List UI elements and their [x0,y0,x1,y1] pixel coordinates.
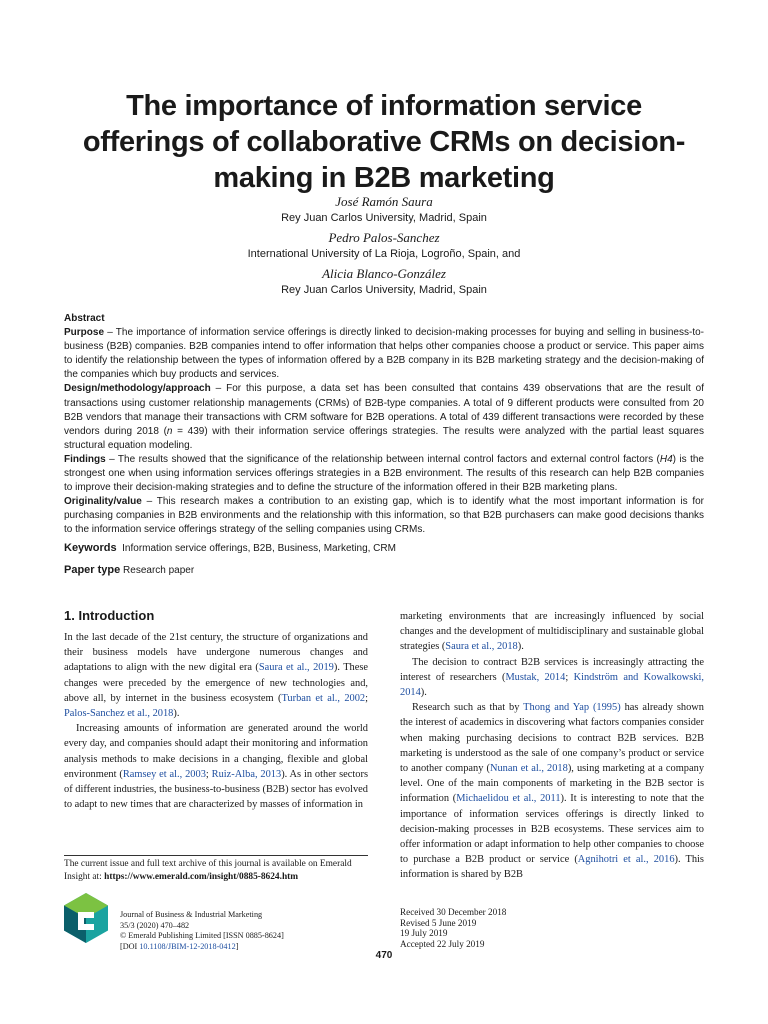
author-affiliation: International University of La Rioja, Logroño, Spain, and [247,248,521,260]
keywords-label: Keywords [64,542,117,554]
paper-type [64,564,704,576]
keywords-text: Information service offerings, B2B, Business, Marketing, CRM [122,543,396,554]
footnote-rule [64,855,368,856]
design-text: = 439) with their information service offerings strategies. The results were analyzed with the partial least squares structural equation modeling. [64,425,704,451]
abstract-purpose [64,326,704,382]
doi-link[interactable]: 10.1108/JBIM-12-2018-0412 [139,941,236,951]
article-dates [400,907,506,950]
body-column-right [400,609,704,883]
author-affiliation: Rey Juan Carlos University, Madrid, Spain [281,212,487,224]
citation-link[interactable]: Ruiz-Alba, 2013 [211,768,282,780]
design-label: Design/methodology/approach [64,383,211,395]
journal-info [120,910,284,952]
text: Research such as that by [412,702,524,714]
paragraph [64,630,368,721]
citation-link[interactable]: Ramsey et al., 2003 [122,768,206,780]
findings-text: – The results showed that the significance of the relationship between internal control factors and external control factors ( [105,453,660,465]
text: ). [420,687,427,699]
doi-suffix: ] [235,941,239,951]
text: ). This information is shared by B2B [400,854,704,881]
footnote-text: The current issue and full text archive of this journal is available on Emerald Insight at: [64,859,352,882]
citation-link[interactable]: Nunan et al., 2018 [489,763,568,775]
paragraph [400,700,704,882]
paper-title: The importance of information service offerings of collaborative CRMs on decision-making in B2B marketing [82,90,686,194]
emerald-logo-icon [62,892,110,944]
text: ; [205,768,212,780]
text: ). These changes were preceded by the emergence of new technologies and, above all, by internet in the business ecosystem ( [64,662,368,704]
findings-label: Findings [64,453,106,465]
text: ). [173,708,180,720]
abstract [64,312,704,538]
text: ; [565,671,574,683]
text: marketing environments that are increasingly influenced by social changes and the development of multidisciplinary and sustainable global strategies ( [400,611,704,653]
doi-prefix: [DOI [120,941,140,951]
paragraph [400,609,704,655]
author-name: José Ramón Saura [335,194,433,209]
citation-link[interactable]: Mustak, 2014 [505,671,566,683]
journal-doi [120,942,284,953]
date-accepted: Accepted 22 July 2019 [400,939,485,950]
originality-label: Originality/value [64,496,142,508]
abstract-originality [64,495,704,537]
originality-text: – This research makes a contribution to an existing gap, which is to identify what the most important information is for purchasing companies in B2B environments and the relationship with this information, so that B2B purchasers can make good decisions thanks to the information service offerings strategy of the selling companies using CRMs. [64,496,704,536]
section-heading: 1. Introduction [64,608,155,623]
text: has already shown the interest of academics in discovering what factors companies consider when making purchasing decisions to contract B2B services. B2B marketing is understood as the sale of one company’s product or service to another company ( [400,702,704,775]
paper-type-text: Research paper [123,565,195,576]
paper-type-label: Paper type [64,564,121,576]
paragraph [64,721,368,812]
journal-url[interactable]: https://www.emerald.com/insight/0885-8624.htm [104,872,299,882]
footnote [64,858,368,884]
abstract-design [64,382,704,452]
citation-link[interactable]: Palos-Sanchez et al., 2018 [64,708,174,720]
text: The decision to contract B2B services is increasingly attracting the interest of researchers ( [400,656,704,683]
findings-h4: H4 [659,453,673,465]
page-number: 470 [375,950,393,961]
journal-volume: 35/3 (2020) 470–482 [120,920,190,930]
text: ). As in other sectors of different industries, the business-to-business (B2B) sector has evolved to adapt to new times that are characterized by masses of information in [64,768,368,811]
citation-link[interactable]: Saura et al., 2019 [258,662,334,674]
citation-link[interactable]: Turban et al., 2002 [281,692,366,704]
citation-link[interactable]: Agnihotri et al., 2016 [577,854,675,866]
date-revised: Revised 5 June 2019 [400,917,477,928]
citation-link[interactable]: Michaelidou et al., 2011 [456,793,561,805]
text: ; [365,692,368,704]
text: In the last decade of the 21st century, the structure of organizations and their business models have undergone numerous changes and adaptations to align with the new digital era ( [64,632,368,674]
findings-text: ) is the strongest one when using information services offerings strategies in a B2B environment. The results of this research can help B2B companies to improve their decision-making strategies and to define the structure of the information offered in their B2B marketing plans. [64,453,704,494]
text: ), using marketing at a company level. One of the main components of marketing in the B2B sector is information ( [400,763,705,805]
author-affiliation: Rey Juan Carlos University, Madrid, Spain [281,284,487,296]
author-name: Pedro Palos-Sanchez [328,230,440,245]
citation-link[interactable]: Thong and Yap (1995) [523,702,621,714]
text: Increasing amounts of information are generated around the world every day, and companies should adapt their monitoring and information analysis methods to make decisions in a changing, flexible and global environment ( [64,723,368,780]
date-revised: 19 July 2019 [400,928,448,939]
paragraph [400,655,704,701]
abstract-findings [64,453,704,495]
abstract-heading: Abstract [64,313,105,324]
purpose-label: Purpose [64,327,105,339]
citation-link[interactable]: Kindström and Kowalkowski, 2014 [400,671,705,699]
citation-link[interactable]: Saura et al., 2018 [445,641,518,653]
design-text: – For this purpose, a data set has been consulted that contains 439 observations that are the result of transactions using customer relationship managements (CRMs) of B2B-type companies. A total of 9 different products were consulted from 20 B2B vendors that manage their transactions with CRM software for B2B operations. A total of 439 different transactions were recorded by these vendors during 2018 ( [64,383,704,437]
journal-name: Journal of Business & Industrial Marketing [120,910,263,919]
date-received: Received 30 December 2018 [400,907,507,917]
purpose-text: – The importance of information service offerings is directly linked to decision-making processes for buying and selling in business-to-business (B2B) companies. B2B companies intend to offer information that helps other companies choose a product or service. This paper aims to identify the relationship between the types of information offered by a B2B company in its B2B marketing strategy and the decision-making of the companies which buy products and services. [64,327,704,381]
keywords [64,542,704,554]
journal-copyright: © Emerald Publishing Limited [ISSN 0885-8624] [120,931,284,941]
body-column-left [64,630,368,812]
author-name: Alicia Blanco-González [322,266,446,281]
text: ). It is interesting to note that the importance of information services offerings is directly linked to decision-making processes in B2B ecosystems. These services aim to offer information or adapt information to help other companies to choose to purchase a B2B product or service ( [400,793,704,866]
design-n: n [166,425,173,437]
text: ). [517,641,524,653]
